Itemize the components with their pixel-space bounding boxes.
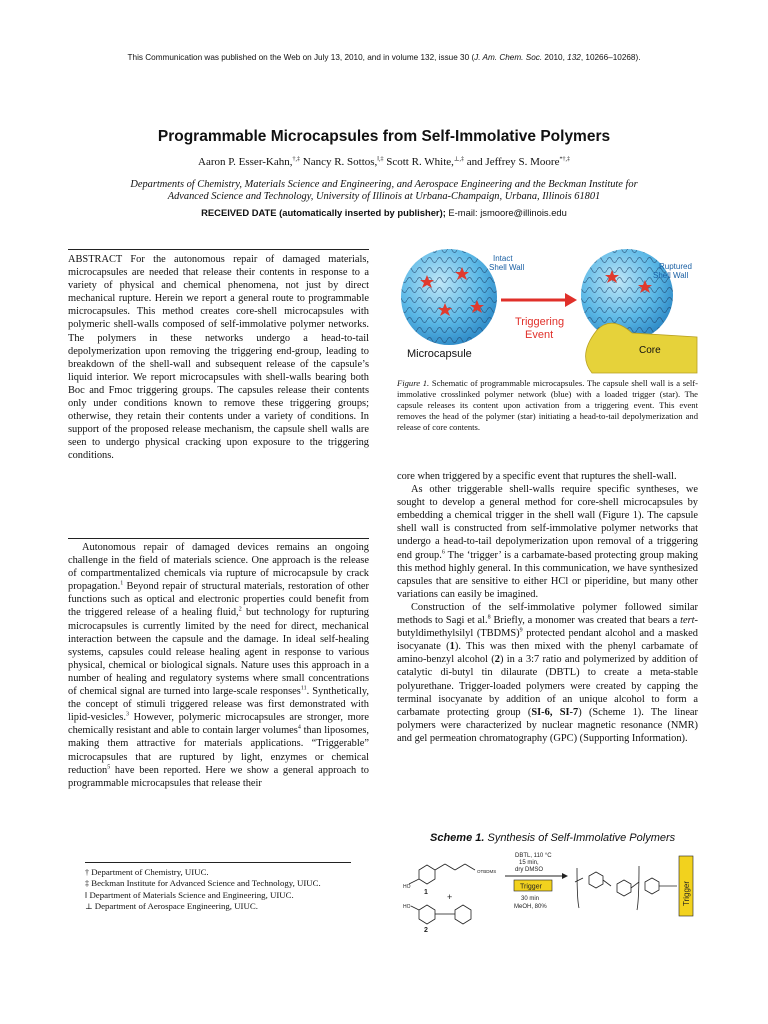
- footnote-3: ‖ Department of Materials Science and Engineering, UIUC.: [85, 889, 294, 900]
- condition-methanol: MeOH, 80%: [514, 904, 547, 910]
- label-ruptured: Ruptured: [659, 262, 692, 271]
- notice-year: 2010,: [542, 53, 568, 62]
- email-link[interactable]: E-mail: jsmoore@illinois.edu: [445, 207, 567, 218]
- condition-solvent: dry DMSO: [515, 867, 544, 873]
- label-compound-2: 2: [424, 927, 428, 934]
- intact-microcapsule: [401, 249, 497, 345]
- author-2: Nancy R. Sottos,‖,‡: [300, 156, 384, 168]
- label-ho-1: HO: [403, 884, 411, 890]
- label-compound-1: 1: [424, 889, 428, 896]
- label-shell-wall: Shell Wall: [489, 263, 525, 272]
- footnote-4: ⊥ Department of Aerospace Engineering, UIUC.: [85, 901, 258, 912]
- footnote-2: ‡ Beckman Institute for Advanced Science and Technology, UIUC.: [85, 878, 321, 889]
- scheme-1-title: Scheme 1. Synthesis of Self-Immolative Polymers: [430, 832, 676, 844]
- reference-2[interactable]: 2: [238, 607, 242, 613]
- body-divider: [68, 538, 369, 539]
- paragraph-continuation: core when triggered by a specific event that ruptures the shell-wall.: [397, 471, 677, 482]
- label-microcapsule: Microcapsule: [407, 348, 472, 360]
- reference-1[interactable]: 1: [120, 580, 124, 587]
- affiliation: Departments of Chemistry, Materials Science and Engineering, and Aerospace Engineering and the Beckman Institute for Advanced Science and Technology, University of Illinois at Urbana-Champaign, Urbana, Illinois 61801: [130, 179, 638, 203]
- footnote-divider: [85, 862, 351, 863]
- reference-9[interactable]: 9: [519, 627, 523, 634]
- author-3: Scott R. White,⊥,‡: [383, 156, 465, 168]
- received-date: [0, 207, 768, 218]
- trigger-label: Trigger: [520, 883, 542, 891]
- label-core: Core: [639, 345, 661, 356]
- paragraph-construction: Construction of the self-immolative polymer followed similar methods to Sagi et al.$^8$ Briefly, a monomer was created that bears a tert-butyldimethylsilyl (TBDMS)$^9$ protected pendant alcohol and a masked isocyanate (1). This was then mixed with the phenyl carbamate of amino-benzyl alcohol (2) in a 3:7 ratio and polymerized by addition of catalytic di-butyl tin dilaurate (DBTL) to create a meta-stable polyurethane. Trigger-loaded polymers were created by capping the terminal isocyanate by addition of an unique alcohol to form a carbamate protecting group (SI-6, SI-7) (Scheme 1). The linear polymers were characterized by nuclear magnetic resonance (NMR) and gel permeation chromatography (GPC) (Supporting Information).: [397, 601, 699, 744]
- reference-11[interactable]: 11: [300, 685, 307, 692]
- article-title: Programmable Microcapsules from Self-Immolative Polymers: [157, 128, 611, 145]
- compound-2-structure: [411, 905, 471, 924]
- figure-1-schematic: [397, 245, 702, 375]
- publication-notice: [0, 53, 768, 62]
- introduction-paragraph: Autonomous repair of damaged devices remains an ongoing challenge in the field of materials science. One approach is the release of compartmentalized chemicals via rupture of microcapsule by crack propagation.$^1$ Beyond repair of structural materials, restoration of other functions such as optical and electronic properties could benefit from the triggered release of a healing fluid,$^2$ but technology for rupturing microcapsules is currently limited by the need for direct, mechanical interaction between the capsule and the damage. In ideal self-healing systems, capsules could release healing agent in response to various physical, chemical or biological signals. Nature uses this approach in a number of healing and regulatory systems where small concentrations of chemical signal are turned into large-scale responses$^{11}$. Synthetically, the concept of stimuli triggered release was first demonstrated with lipid-vesicles.$^3$ However, polymeric microcapsules are stronger, more chemically resistant and able to contain larger volumes$^4$ than liposomes, making them attractive for materials applications. “Triggerable” microcapsules that are ruptured by light, enzymes or chemical reduction$^5$ have been reported. Here we show a general approach to programmable microcapsules that release their: [68, 542, 369, 789]
- reaction-arrowhead: [562, 873, 568, 879]
- condition-time: 15 min,: [519, 860, 539, 866]
- reference-4[interactable]: 4: [297, 724, 301, 731]
- condition-dbtl: DBTL, 110 °C: [515, 853, 552, 859]
- author-list: [0, 156, 768, 168]
- label-triggering: Triggering: [515, 316, 565, 328]
- notice-journal: J. Am. Chem. Soc.: [474, 53, 543, 62]
- plus-sign: +: [447, 892, 453, 902]
- abstract: ABSTRACT For the autonomous repair of damaged materials, microcapsules are needed that release their contents in response to a variety of physical and chemical phenomena, not just by direct mechanical rupture. Herein we report a general route to programmable microcapsules. This method creates core-shell microcapsules with polymeric shell-walls composed of self-immolative polymer networks. The polymers in these networks undergo a head-to-tail depolymerization upon removing the triggering end-group, leading to breakdown of the shell-wall and subsequent release of the capsule’s liquid interior. We report microcapsules with shell-walls bearing both Boc and Fmoc triggering groups. The capsules release their contents only under conditions known to remove these triggering groups; otherwise, they retain their contents under a variety of conditions. In support of the proposed release mechanism, the capsule shell walls are seen to undergo physical cracking upon exposure to the triggering conditions.: [68, 254, 369, 462]
- label-otbdms: OTBDMS: [477, 869, 497, 874]
- footnotes: [85, 867, 375, 913]
- author-1: Aaron P. Esser-Kahn,†,‡: [198, 156, 300, 168]
- compound-1-structure: [409, 864, 475, 884]
- abstract-divider: [68, 249, 369, 250]
- reference-5[interactable]: 5: [107, 764, 111, 771]
- footnote-1: † Department of Chemistry, UIUC.: [85, 867, 209, 877]
- condition-time-2: 30 min: [521, 896, 540, 902]
- triggering-arrow: [501, 293, 577, 307]
- figure-1-caption: Figure 1. Schematic of programmable microcapsules. The capsule shell wall is a self-immolative crosslinked polymer network (blue) with a loaded trigger (star). The capsule releases its content upon activation from a triggering event. This event removes the head of the polymer (star) initiating a head-to-tail depolymerization and release of core contents.: [397, 378, 698, 432]
- received-label: RECEIVED DATE (automatically inserted by publisher);: [201, 207, 446, 218]
- scheme-1-synthesis: [397, 848, 702, 934]
- reference-6[interactable]: 6: [441, 549, 445, 556]
- reference-8[interactable]: 8: [487, 614, 491, 621]
- label-event: Event: [525, 329, 554, 341]
- reference-3[interactable]: 3: [126, 711, 130, 718]
- caption-label: Figure 1.: [397, 378, 430, 388]
- notice-volume: 132: [567, 53, 581, 62]
- label-intact: Intact: [493, 254, 513, 263]
- trigger-vertical-label: Trigger: [682, 880, 691, 906]
- author-4: and Jeffrey S. Moore*†,‡: [464, 156, 570, 168]
- notice-pages: , 10266–10268).: [580, 53, 641, 62]
- right-column-text: [397, 470, 698, 745]
- label-shell-wall-2: Shell Wall: [653, 271, 689, 280]
- notice-text: This Communication was published on the Web on July 13, 2010, and in volume 132, issue 30 (: [127, 53, 475, 62]
- label-ho-2: HO: [403, 904, 411, 910]
- paragraph-trigger: As other triggerable shell-walls require specific syntheses, we sought to develop a general method for core-shell microcapsules by embedding a chemical trigger in the shell wall (Figure 1). The capsule shell wall is constructed from self-immolative polymer networks that undergo a head-to-tail depolymerization upon removal of a triggering end group.$^6$ The ‘trigger’ is a carbamate-based protecting group making this method highly general. In this communication, we have synthesized capsules that are sensitive to either HCl or piperidine, but many other variations can easily be imagined.: [397, 484, 698, 600]
- polymer-product-structure: [575, 866, 677, 910]
